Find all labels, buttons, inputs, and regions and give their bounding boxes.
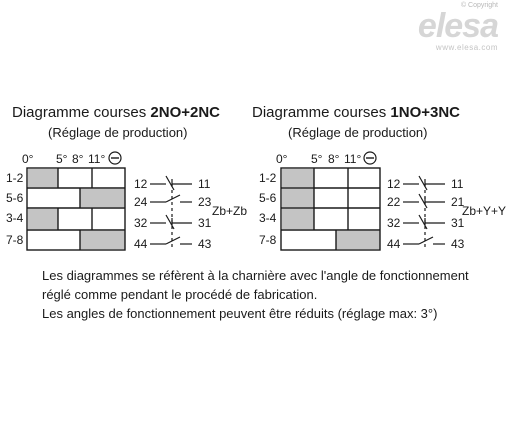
terminal-label: 32 (134, 216, 148, 230)
row-label: 5-6 (259, 191, 277, 205)
angle-label: 11° (344, 152, 362, 166)
diagram-1-title: Diagramme courses 2NO+2NC (12, 104, 220, 121)
terminal-label: 43 (198, 237, 212, 251)
terminal-label: 31 (451, 216, 465, 230)
note-line-1: Les diagrammes se réfèrent à la charnière avec l'angle de fonctionnement (42, 268, 469, 283)
elesa-logo: elesa (417, 7, 498, 45)
diagram-2 (259, 152, 506, 251)
contact-code: Zb+Zb (212, 204, 248, 218)
terminal-label: 32 (387, 216, 401, 230)
contact-closed-cell (282, 209, 314, 229)
angle-label: 0° (276, 152, 288, 166)
angle-label: 8° (328, 152, 340, 166)
angle-label: 5° (311, 152, 323, 166)
terminal-label: 23 (198, 195, 212, 209)
diagram-2-title: Diagramme courses 1NO+3NC (252, 104, 460, 121)
contact-closed-cell (282, 169, 314, 187)
terminal-label: 12 (387, 177, 401, 191)
contact-closed-cell (282, 189, 314, 207)
row-label: 5-6 (6, 191, 24, 205)
terminal-label: 31 (198, 216, 212, 230)
angle-label: 5° (56, 152, 68, 166)
note-line-3: Les angles de fonctionnement peuvent être réduits (réglage max: 3°) (42, 306, 438, 321)
row-label: 3-4 (259, 211, 277, 225)
contact-code: Zb+Y+Y (462, 204, 507, 218)
angle-label: 0° (22, 152, 34, 166)
diagram-1 (6, 152, 247, 251)
terminal-label: 22 (387, 195, 401, 209)
contact-closed-cell (28, 169, 58, 187)
diagram-2-contact-symbols (403, 176, 445, 250)
terminal-label: 24 (134, 195, 148, 209)
diagram-2-subtitle: (Réglage de production) (288, 125, 428, 140)
terminal-label: 43 (451, 237, 465, 251)
row-label: 7-8 (6, 233, 24, 247)
row-label: 7-8 (259, 233, 277, 247)
contact-closed-cell (336, 231, 380, 249)
terminal-label: 21 (451, 195, 465, 209)
row-label: 1-2 (6, 171, 24, 185)
diagram-1-contact-symbols (150, 176, 192, 250)
row-label: 1-2 (259, 171, 277, 185)
copyright-notice: © Copyright (460, 2, 498, 9)
terminal-label: 11 (451, 177, 464, 191)
terminal-label: 11 (198, 177, 211, 191)
diagram-1-subtitle: (Réglage de production) (48, 125, 188, 140)
angle-label: 11° (88, 152, 106, 166)
contact-closed-cell (80, 231, 125, 249)
terminal-label: 44 (387, 237, 401, 251)
contact-closed-cell (80, 189, 125, 207)
contact-closed-cell (28, 209, 58, 229)
terminal-label: 12 (134, 177, 148, 191)
angle-label: 8° (72, 152, 84, 166)
row-label: 3-4 (6, 211, 24, 225)
note-line-2: réglé comme pendant le procédé de fabrication. (42, 287, 318, 302)
brand-url: www.elesa.com (435, 43, 498, 52)
terminal-label: 44 (134, 237, 148, 251)
